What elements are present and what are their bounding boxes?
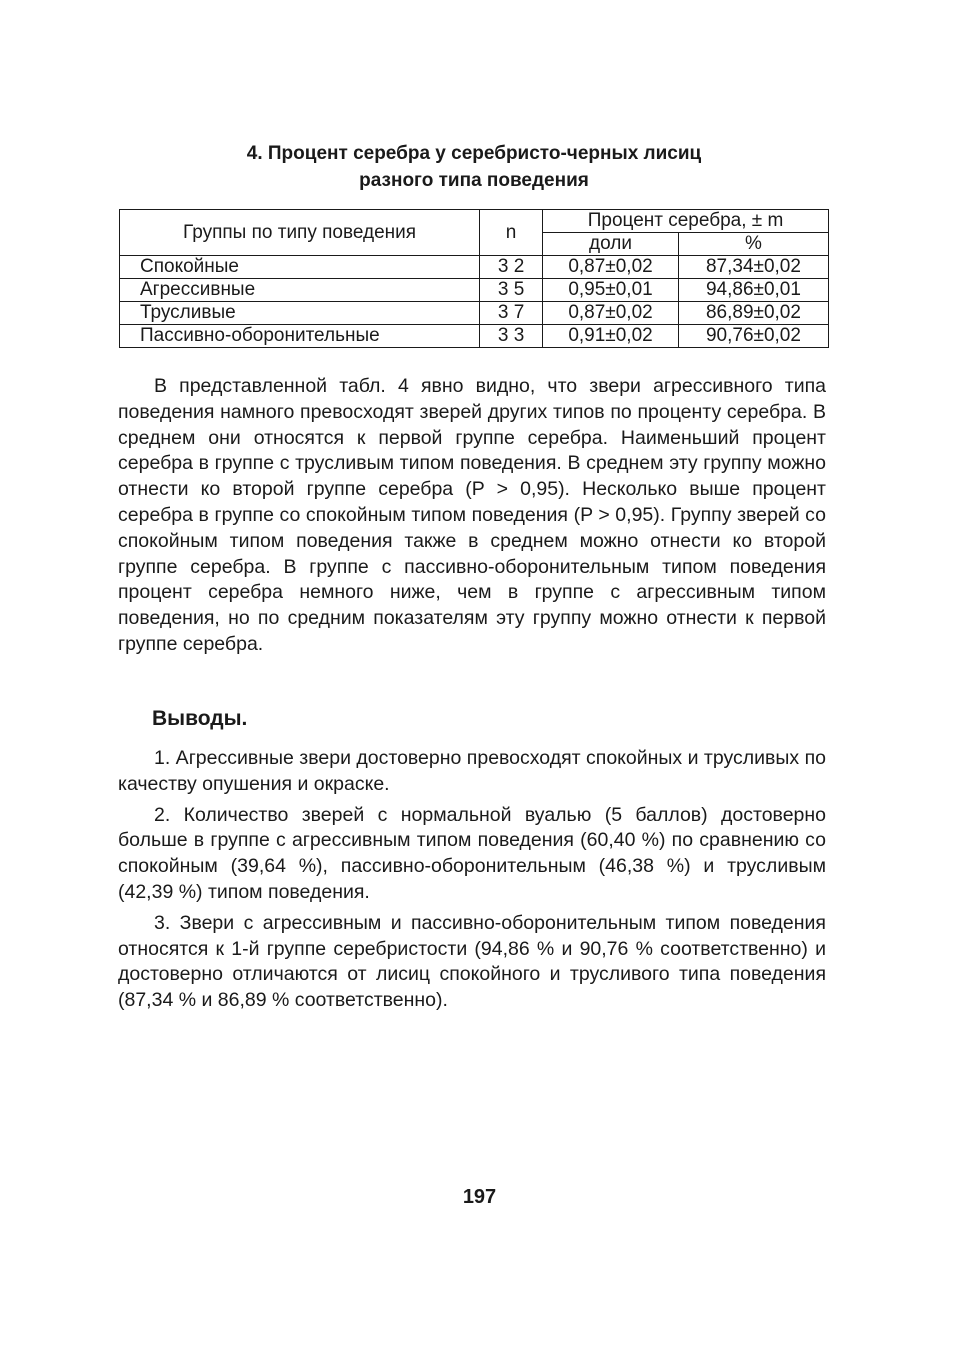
cell-percent: 90,76±0,02 [678,325,828,348]
body-paragraph: В представленной табл. 4 явно видно, что звери агрессивного типа поведения намного превосходят зверей других типов по проценту серебра. В среднем они относятся к первой группе серебра. Наименьший процент серебра в группе с трусливым типом поведения. В среднем эту группу можно отнести ко второй группе серебра (P > 0,95). Несколько выше процент серебра в группе со спокойным типом поведения (P > 0,95). Группу зверей со спокойным типом поведения также в среднем можно отнести ко второй группе серебра. В группе с пассивно-оборонительным типом поведения процент серебра немного ниже, чем в группе с агрессивным типом поведения, но по средним показателям эту группу можно отнести к первой группе серебра. [118,375,826,655]
table-row [120,279,829,302]
header-group: Группы по типу поведения [120,210,480,256]
cell-fraction: 0,91±0,02 [543,325,679,348]
table-row [120,256,829,279]
cell-group: Спокойные [120,256,480,279]
header-percent-sign: % [678,233,828,256]
cell-n: 3 2 [480,256,543,279]
cell-percent: 87,34±0,02 [678,256,828,279]
table-title [118,140,830,194]
silver-percent-table [119,209,829,348]
cell-n: 3 7 [480,302,543,325]
table-row [120,302,829,325]
cell-fraction: 0,87±0,02 [543,302,679,325]
table-title-line-1: 4. Процент серебра у серебристо-черных лисиц [246,143,702,164]
header-fraction: доли [543,233,679,256]
cell-n: 3 3 [480,325,543,348]
conclusions-list [118,746,826,1019]
cell-group: Агрессивные [120,279,480,302]
cell-group: Трусливые [120,302,480,325]
cell-fraction: 0,95±0,01 [543,279,679,302]
conclusion-item: 2. Количество зверей с нормальной вуалью (5 баллов) достоверно больше в группе с агрессивным типом поведения (60,40 %) по сравнению со спокойным (39,64 %), пассивно-оборонительным (46,38 %) и трусливым (42,39 %) типом поведения. [118,803,826,903]
conclusion-item: 3. Звери с агрессивным и пассивно-оборонительным типом поведения относятся к 1-й группе серебристости (94,86 % и 90,76 % соответственно) и достоверно отличаются от лисиц спокойного и трусливого типа поведения (87,34 % и 86,89 % соответственно). [118,911,826,1012]
table-row [120,325,829,348]
table-header-row [120,210,829,233]
cell-fraction: 0,87±0,02 [543,256,679,279]
conclusion-item: 1. Агрессивные звери достоверно превосходят спокойных и трусливых по качеству опушения и окраске. [118,747,826,795]
cell-percent: 86,89±0,02 [678,302,828,325]
cell-percent: 94,86±0,01 [678,279,828,302]
table-title-line-2: разного типа поведения [359,170,589,191]
conclusions-heading: Выводы. [152,707,248,730]
header-n: n [480,210,543,256]
cell-n: 3 5 [480,279,543,302]
body-text [118,374,826,658]
cell-group: Пассивно-оборонительные [120,325,480,348]
page-number: 197 [462,1186,497,1208]
header-percent: Процент серебра, ± m [543,210,829,233]
